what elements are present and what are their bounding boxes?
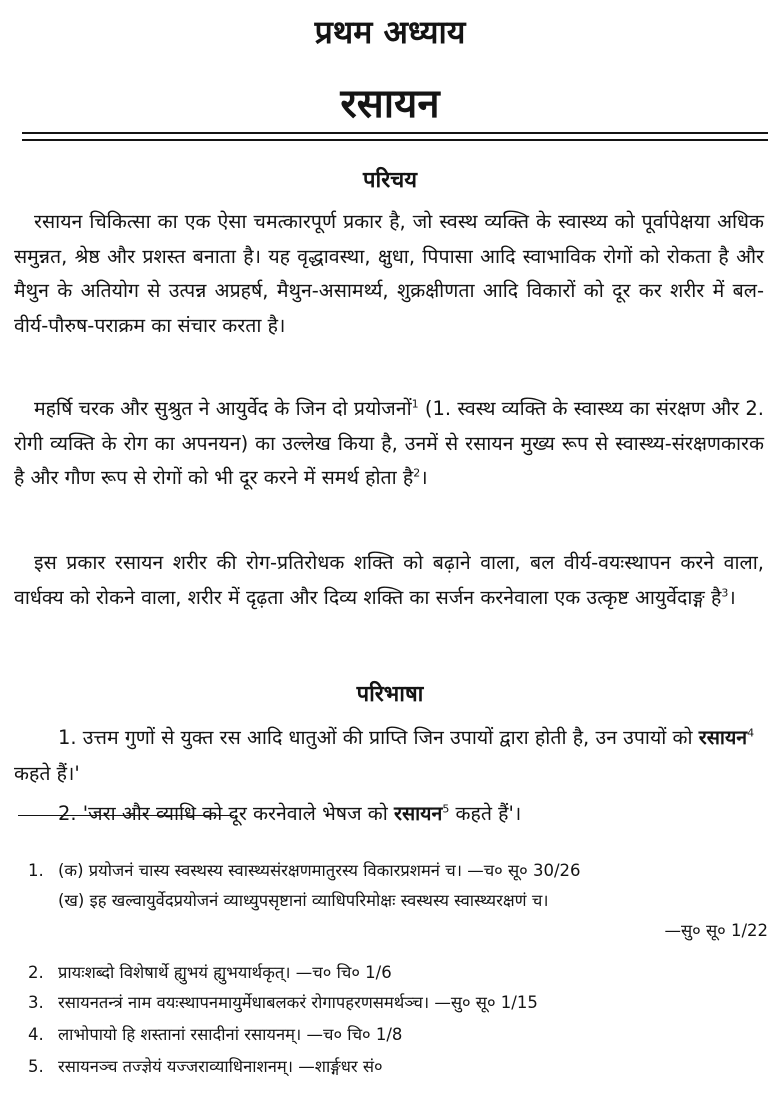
footnote-2: 2. प्रायःशब्दो विशेषार्थे ह्युभयं ह्युभयार्थकृत्। —च० चि० 1/6	[28, 958, 768, 988]
footnote-ref-2[interactable]: 2	[413, 466, 421, 480]
footnote-number: 5.	[28, 1057, 44, 1076]
footnote-ref-1[interactable]: 1	[411, 397, 419, 411]
title-divider-top	[22, 132, 768, 134]
footnote-5: 5. रसायनञ्च तज्ज्ञेयं यज्जराव्याधिनाशनम्। —शार्ङ्गधर सं०	[28, 1052, 768, 1082]
chapter-heading: प्रथम अध्याय	[314, 13, 466, 51]
footnote-number: 4.	[28, 1025, 44, 1044]
footnote-number: 3.	[28, 993, 44, 1012]
footnote-4: 4. लाभोपायो हि शस्तानां रसादीनां रसायनम्। —च० चि० 1/8	[28, 1020, 768, 1050]
page-title: रसायन	[340, 81, 440, 127]
footnote-1: 1. (क) प्रयोजनं चास्य स्वस्थस्य स्वास्थ्यसंरक्षणमातुरस्य विकारप्रशमनं च। —च० सू० 30/26 (ख) इह खल्वायुर्वेदप्रयोजनं व्याध्युपसृष्टानां व्याधिपरिमोक्षः स्वस्थस्य स्वास्थ्यरक्षणं च। —सु० सू० 1/22	[28, 856, 768, 946]
intro-paragraph-2: महर्षि चरक और सुश्रुत ने आयुर्वेद के जिन दो प्रयोजनों$^1$ (1. स्वस्थ व्यक्ति के स्वास्थ्य का संरक्षण और 2. रोगी व्यक्ति के रोग का अपनयन) का उल्लेख किया है, उनमें से रसायन मुख्य रूप से स्वास्थ्य-संरक्षणकारक है और गौण रूप से रोगों को भी दूर करने में समर्थ होता है$^2$।	[14, 397, 764, 489]
intro-paragraph-3: इस प्रकार रसायन शरीर की रोग-प्रतिरोधक शक्ति को बढ़ाने वाला, बल वीर्य-वयःस्थापन करने वाला, वार्धक्य को रोकने वाला, शरीर में दृढ़ता और दिव्य शक्ति का सर्जन करनेवाला एक उत्कृष्ट आयुर्वेदाङ्ग है$^3$।	[14, 551, 764, 609]
footnote-3: 3. रसायनतन्त्रं नाम वयःस्थापनमायुर्मेधाबलकरं रोगापहरणसमर्थञ्च। —सु० सू० 1/15	[28, 988, 768, 1018]
footnote-ref-4[interactable]: 4	[747, 726, 755, 740]
intro-paragraph-1: रसायन चिकित्सा का एक ऐसा चमत्कारपूर्ण प्रकार है, जो स्वस्थ व्यक्ति के स्वास्थ्य को पूर्वापेक्षया अधिक समुन्नत, श्रेष्ठ और प्रशस्त बनाता है। यह वृद्धावस्था, क्षुधा, पिपासा आदि स्वाभाविक रोगों को रोकता है और मैथुन के अतियोग से उत्पन्न अप्रहर्ष, मैथुन-असामर्थ्य, शुक्रक्षीणता आदि विकारों को दूर कर शरीर में बल-वीर्य-पौरुष-पराक्रम का संचार करता है।	[14, 210, 764, 337]
section-heading-introduction: परिचय	[363, 168, 417, 193]
footnote-divider	[18, 815, 234, 816]
section-heading-definition: परिभाषा	[356, 682, 424, 707]
definition-1: 1. उत्तम गुणों से युक्त रस आदि धातुओं की प्राप्ति जिन उपायों द्वारा होती है, उन उपायों को रसायन$^4$ कहते हैं।'	[14, 726, 755, 785]
footnote-ref-5[interactable]: 5	[442, 802, 450, 816]
title-divider-bottom	[22, 139, 768, 141]
footnote-ref-3[interactable]: 3	[721, 586, 729, 599]
definition-2: 2. 'जरा और व्याधि को दूर करनेवाले भेषज को रसायन$^5$ कहते हैं'।	[58, 802, 522, 825]
footnote-number: 2.	[28, 963, 44, 982]
footnote-number: 1.	[28, 861, 44, 880]
